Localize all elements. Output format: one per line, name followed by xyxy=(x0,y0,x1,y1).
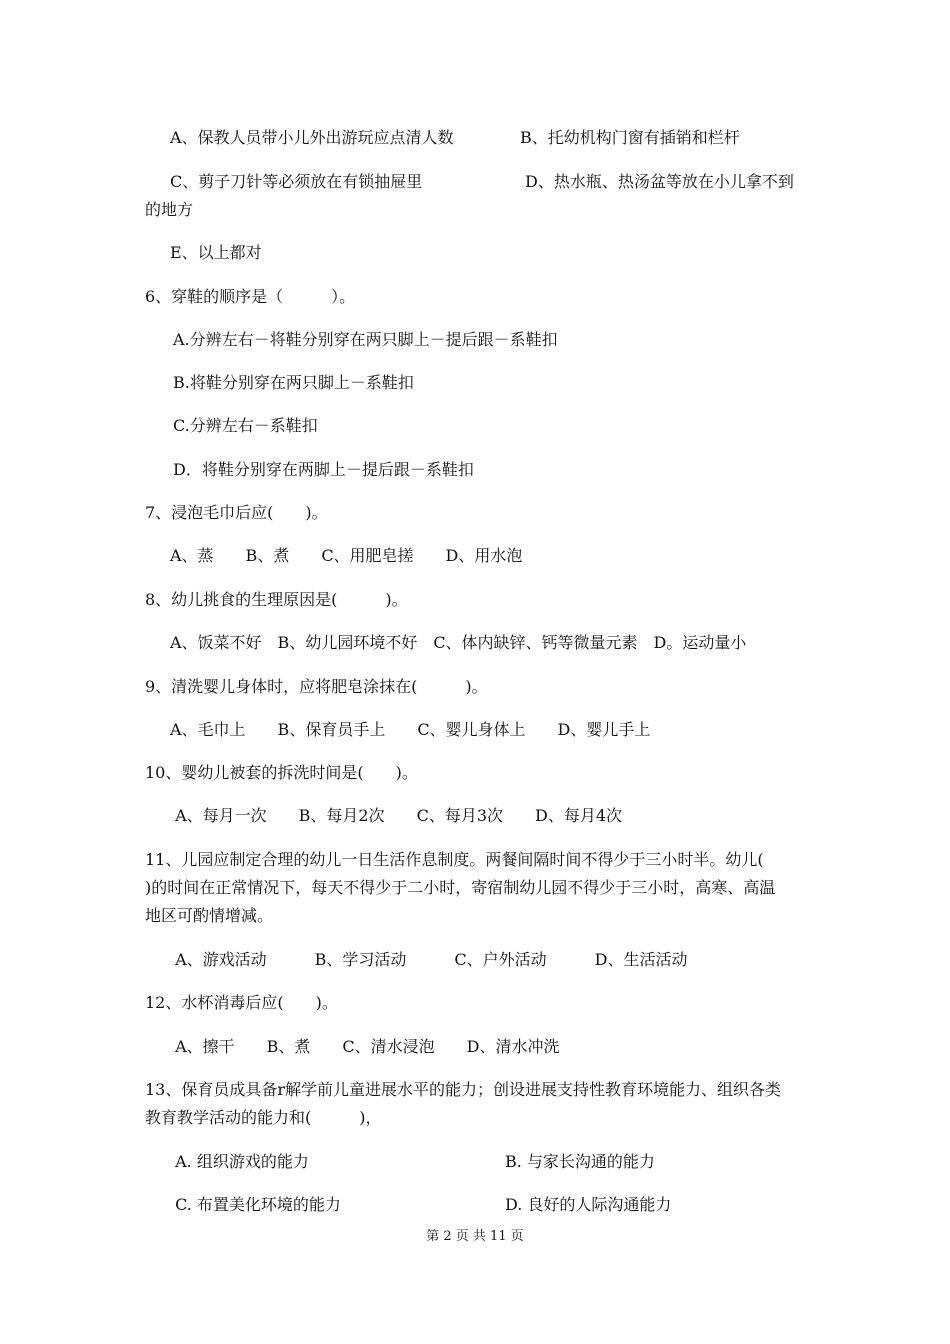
q13-option-d: D. 良好的人际沟通能力 xyxy=(505,1195,672,1214)
q13-option-a: A. 组织游戏的能力 xyxy=(170,1152,309,1171)
q6-option-a: A.分辨左右－将鞋分别穿在两只脚上－提后跟－系鞋扣 xyxy=(173,330,558,349)
q11-stem-line1: 11、儿园应制定合理的幼儿一日生活作息制度。两餐间隔时间不得少于三小时半。幼儿( xyxy=(145,850,764,869)
q8-options: A、饭菜不好 B、幼儿园环境不好 C、体内缺锌、钙等微量元素 D。运动量小 xyxy=(170,633,747,652)
q5-option-e: E、以上都对 xyxy=(170,243,262,262)
q5-option-d: D、热水瓶、热汤盆等放在小儿拿不到 xyxy=(525,172,794,191)
q10-options: A、每月一次 B、每月2次 C、每月3次 D、每月4次 xyxy=(170,806,623,825)
q5-option-d-continued: 的地方 xyxy=(145,200,194,219)
q9-stem: 9、清洗婴儿身体时，应将肥皂涂抹在( )。 xyxy=(145,677,488,696)
q10-stem: 10、婴幼儿被套的拆洗时间是( )。 xyxy=(145,763,418,782)
q13-option-c: C. 布置美化环境的能力 xyxy=(170,1195,341,1214)
q13-stem-line2: 教育教学活动的能力和( )， xyxy=(145,1108,382,1127)
q13-stem-line1: 13、保育员成具备r解学前儿童进展水平的能力；创设进展支持性教育环境能力、组织各类 xyxy=(145,1080,782,1099)
q11-stem-line2: )的时间在正常情况下，每天不得少于二小时，寄宿制幼儿园不得少于三小时，高寒、高温 xyxy=(145,878,776,897)
q12-options: A、擦干 B、煮 C、清水浸泡 D、清水冲洗 xyxy=(170,1037,560,1056)
q13-option-b: B. 与家长沟通的能力 xyxy=(505,1152,655,1171)
q6-option-d: D．将鞋分别穿在两脚上－提后跟－系鞋扣 xyxy=(173,460,474,479)
q6-stem: 6、穿鞋的顺序是（ ）。 xyxy=(145,287,356,306)
q11-stem-line3: 地区可酌情增减。 xyxy=(145,906,274,925)
q5-option-b: B、托幼机构门窗有插销和栏杆 xyxy=(520,128,740,147)
q11-options: A、游戏活动 B、学习活动 C、户外活动 D、生活活动 xyxy=(170,950,688,969)
q9-options: A、毛巾上 B、保育员手上 C、婴儿身体上 D、婴儿手上 xyxy=(170,720,651,739)
q12-stem: 12、水杯消毒后应( )。 xyxy=(145,993,338,1012)
q8-stem: 8、幼儿挑食的生理原因是( )。 xyxy=(145,590,408,609)
q5-option-c: C、剪子刀针等必须放在有锁抽屉里 xyxy=(170,172,423,191)
q5-option-a: A、保教人员带小儿外出游玩应点清人数 xyxy=(170,128,454,147)
q7-options: A、蒸 B、煮 C、用肥皂搓 D、用水泡 xyxy=(170,546,523,565)
q6-option-b: B.将鞋分别穿在两只脚上－系鞋扣 xyxy=(173,373,414,392)
q7-stem: 7、浸泡毛巾后应( )。 xyxy=(145,503,328,522)
page-footer: 第 2 页 共 11 页 xyxy=(426,1229,524,1244)
q6-option-c: C.分辨左右－系鞋扣 xyxy=(173,416,318,435)
